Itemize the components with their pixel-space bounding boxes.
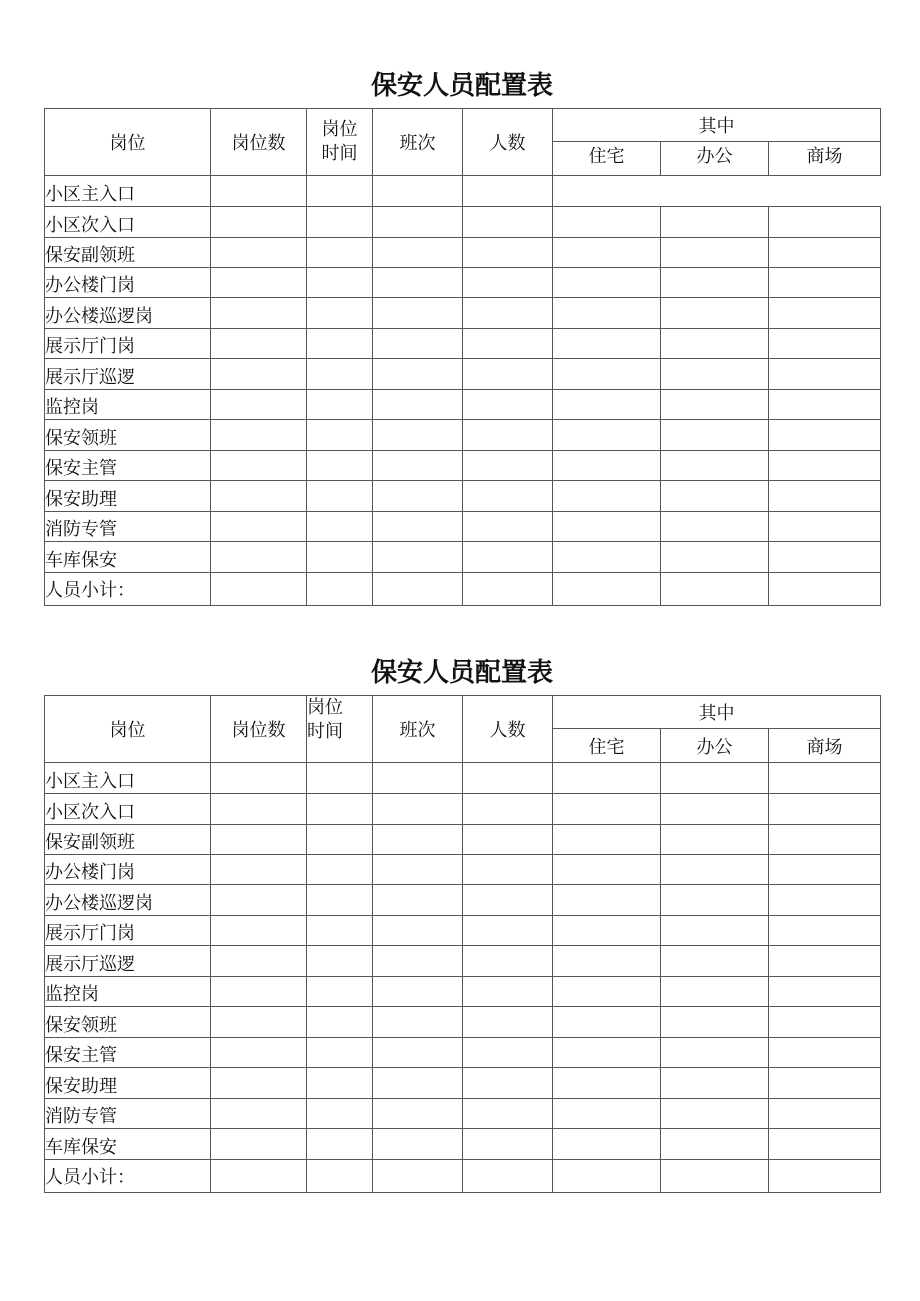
row-label: 保安助理 [45, 481, 211, 512]
table-cell[interactable] [211, 855, 307, 885]
table-cell[interactable] [211, 794, 307, 825]
row-label: 保安助理 [45, 1068, 211, 1099]
table-cell[interactable] [769, 885, 881, 916]
table-row [45, 1038, 881, 1068]
table-cell[interactable] [463, 946, 553, 977]
table-cell[interactable] [769, 390, 881, 420]
table-cell[interactable] [373, 481, 463, 512]
table-cell[interactable] [373, 1129, 463, 1160]
subtotal-cell[interactable] [373, 573, 463, 606]
table-cell[interactable] [661, 1099, 769, 1129]
table-cell[interactable] [373, 359, 463, 390]
table-cell[interactable] [553, 916, 661, 946]
table-cell[interactable] [553, 794, 661, 825]
row-label: 办公楼巡逻岗 [45, 885, 211, 916]
table-cell[interactable] [553, 542, 661, 573]
table-cell[interactable] [553, 1099, 661, 1129]
table-cell[interactable] [211, 916, 307, 946]
table-cell[interactable] [553, 885, 661, 916]
row-label: 保安主管 [45, 1038, 211, 1068]
row-label: 保安副领班 [45, 825, 211, 855]
table-cell[interactable] [661, 763, 769, 794]
table-cell[interactable] [553, 855, 661, 885]
table-body [45, 763, 881, 1193]
row-label: 小区次入口 [45, 207, 211, 238]
table-cell[interactable] [373, 207, 463, 238]
table-cell[interactable] [463, 207, 553, 238]
table-cell[interactable] [463, 481, 553, 512]
table-cell[interactable] [373, 946, 463, 977]
table-cell[interactable] [307, 1007, 373, 1038]
table-cell[interactable] [373, 825, 463, 855]
table-cell[interactable] [373, 763, 463, 794]
table-cell[interactable] [769, 1038, 881, 1068]
header-among: 其中 [553, 696, 881, 729]
subtotal-row [45, 573, 881, 606]
table-cell[interactable] [211, 1099, 307, 1129]
table-cell[interactable] [211, 825, 307, 855]
row-label: 办公楼门岗 [45, 268, 211, 298]
subtotal-cell[interactable] [661, 1160, 769, 1193]
table-cell[interactable] [553, 512, 661, 542]
table-row [45, 329, 881, 359]
table-cell[interactable] [769, 542, 881, 573]
table-row [45, 1068, 881, 1099]
table-cell[interactable] [307, 176, 373, 207]
table-row [45, 1007, 881, 1038]
table-cell[interactable] [463, 451, 553, 481]
subtotal-cell[interactable] [307, 1160, 373, 1193]
table-cell[interactable] [307, 298, 373, 329]
table-cell[interactable] [463, 390, 553, 420]
table-cell[interactable] [373, 977, 463, 1007]
table-cell[interactable] [769, 359, 881, 390]
header-post-time-line2: 时间 [321, 143, 358, 164]
table-row [45, 1129, 881, 1160]
row-label: 小区次入口 [45, 794, 211, 825]
header-residential: 住宅 [553, 729, 661, 763]
subtotal-cell[interactable] [769, 1160, 881, 1193]
header-post-time-line2: 时间 [307, 721, 343, 742]
table-cell[interactable] [211, 1038, 307, 1068]
row-label: 展示厅门岗 [45, 916, 211, 946]
subtotal-cell[interactable] [463, 1160, 553, 1193]
table-cell[interactable] [463, 825, 553, 855]
row-label: 保安主管 [45, 451, 211, 481]
table-cell[interactable] [211, 763, 307, 794]
table-cell[interactable] [661, 855, 769, 885]
table-cell[interactable] [463, 298, 553, 329]
table-cell[interactable] [373, 238, 463, 268]
table-cell[interactable] [307, 268, 373, 298]
table-row [45, 176, 881, 207]
table-cell[interactable] [373, 420, 463, 451]
table-cell[interactable] [307, 946, 373, 977]
table-cell[interactable] [307, 238, 373, 268]
table-cell[interactable] [463, 542, 553, 573]
header-post-count: 岗位数 [211, 109, 307, 176]
table-cell[interactable] [307, 916, 373, 946]
table-cell[interactable] [463, 855, 553, 885]
table-row [45, 268, 881, 298]
table-cell[interactable] [463, 1068, 553, 1099]
table-cell[interactable] [769, 298, 881, 329]
staffing-table [44, 108, 881, 606]
table-cell[interactable] [463, 916, 553, 946]
table-row [45, 481, 881, 512]
table-cell[interactable] [307, 1129, 373, 1160]
table-cell[interactable] [553, 1038, 661, 1068]
table-cell[interactable] [769, 794, 881, 825]
subtotal-cell[interactable] [661, 573, 769, 606]
row-label: 保安领班 [45, 420, 211, 451]
table-cell[interactable] [769, 238, 881, 268]
subtotal-cell[interactable] [307, 573, 373, 606]
table-cell[interactable] [373, 1099, 463, 1129]
table-cell[interactable] [553, 207, 661, 238]
table-cell[interactable] [307, 825, 373, 855]
table-cell[interactable] [211, 1129, 307, 1160]
table-cell[interactable] [661, 794, 769, 825]
table-cell[interactable] [211, 268, 307, 298]
header-post-time-line1: 岗位 [307, 697, 343, 718]
table-cell[interactable] [211, 390, 307, 420]
header-post: 岗位 [45, 109, 211, 176]
table-cell[interactable] [211, 238, 307, 268]
row-label: 监控岗 [45, 390, 211, 420]
table-cell[interactable] [373, 916, 463, 946]
subtotal-cell[interactable] [211, 1160, 307, 1193]
table-cell[interactable] [769, 329, 881, 359]
table-cell[interactable] [463, 977, 553, 1007]
table-cell[interactable] [769, 268, 881, 298]
table-cell[interactable] [307, 977, 373, 1007]
header-commercial: 商场 [769, 142, 881, 176]
table-row [45, 451, 881, 481]
table-cell[interactable] [463, 763, 553, 794]
header-post-time-line1: 岗位 [321, 119, 358, 140]
header-post-time [307, 109, 373, 176]
table-cell[interactable] [661, 390, 769, 420]
table-cell[interactable] [769, 420, 881, 451]
table-cell[interactable] [463, 176, 553, 207]
table-cell[interactable] [553, 390, 661, 420]
table-cell[interactable] [211, 359, 307, 390]
table-cell[interactable] [661, 825, 769, 855]
table-cell[interactable] [769, 977, 881, 1007]
row-label: 办公楼门岗 [45, 855, 211, 885]
row-label: 保安领班 [45, 1007, 211, 1038]
table-cell[interactable] [211, 420, 307, 451]
table-cell[interactable] [307, 1038, 373, 1068]
subtotal-label: 人员小计： [45, 573, 211, 606]
header-post: 岗位 [45, 696, 211, 763]
row-label: 小区主入口 [45, 176, 211, 207]
header-post-count: 岗位数 [211, 696, 307, 763]
table-cell[interactable] [769, 512, 881, 542]
table-row [45, 825, 881, 855]
table-row [45, 763, 881, 794]
row-label: 车库保安 [45, 542, 211, 573]
table-cell[interactable] [661, 481, 769, 512]
table-cell[interactable] [463, 268, 553, 298]
table-cell[interactable] [463, 359, 553, 390]
row-label: 小区主入口 [45, 763, 211, 794]
header-headcount: 人数 [463, 696, 553, 763]
row-label: 展示厅巡逻 [45, 946, 211, 977]
header-commercial: 商场 [769, 729, 881, 763]
table-cell[interactable] [463, 238, 553, 268]
table-cell[interactable] [769, 855, 881, 885]
table-cell[interactable] [553, 825, 661, 855]
table-cell[interactable] [307, 542, 373, 573]
table-row [45, 390, 881, 420]
table-cell[interactable] [211, 451, 307, 481]
table-cell[interactable] [211, 481, 307, 512]
table-cell[interactable] [307, 1068, 373, 1099]
table-cell[interactable] [661, 512, 769, 542]
table-row [45, 542, 881, 573]
table-cell[interactable] [373, 855, 463, 885]
table-cell[interactable] [373, 885, 463, 916]
table-cell[interactable] [553, 238, 661, 268]
header-post-time [307, 696, 373, 763]
table-cell[interactable] [769, 1129, 881, 1160]
table-cell[interactable] [373, 298, 463, 329]
subtotal-cell[interactable] [553, 573, 661, 606]
row-label: 办公楼巡逻岗 [45, 298, 211, 329]
table-cell[interactable] [463, 885, 553, 916]
table-cell[interactable] [307, 763, 373, 794]
row-label: 消防专管 [45, 512, 211, 542]
header-office: 办公 [661, 142, 769, 176]
header-shift: 班次 [373, 109, 463, 176]
table-cell[interactable] [769, 481, 881, 512]
table-body [45, 176, 881, 606]
table-cell[interactable] [661, 451, 769, 481]
table-cell[interactable] [307, 855, 373, 885]
table-cell[interactable] [211, 298, 307, 329]
table-cell[interactable] [211, 176, 307, 207]
table-row [45, 512, 881, 542]
table-cell[interactable] [661, 207, 769, 238]
subtotal-row [45, 1160, 881, 1193]
table-cell[interactable] [463, 420, 553, 451]
subtotal-cell[interactable] [463, 573, 553, 606]
row-label: 车库保安 [45, 1129, 211, 1160]
table-cell[interactable] [661, 329, 769, 359]
table-cell[interactable] [661, 1068, 769, 1099]
table-cell[interactable] [463, 1129, 553, 1160]
table-cell[interactable] [553, 1068, 661, 1099]
row-label: 展示厅门岗 [45, 329, 211, 359]
table-cell[interactable] [373, 268, 463, 298]
table-cell[interactable] [373, 451, 463, 481]
table-row [45, 207, 881, 238]
table-cell[interactable] [463, 794, 553, 825]
table-cell[interactable] [661, 420, 769, 451]
table-cell[interactable] [553, 1007, 661, 1038]
table-cell[interactable] [769, 207, 881, 238]
table-cell[interactable] [307, 1099, 373, 1129]
table-cell[interactable] [661, 268, 769, 298]
table-cell[interactable] [211, 207, 307, 238]
subtotal-cell[interactable] [211, 573, 307, 606]
table-cell[interactable] [373, 1068, 463, 1099]
subtotal-cell[interactable] [553, 1160, 661, 1193]
table-cell[interactable] [463, 1099, 553, 1129]
table-row [45, 420, 881, 451]
table-row [45, 885, 881, 916]
row-label: 保安副领班 [45, 238, 211, 268]
table-cell[interactable] [661, 238, 769, 268]
table-cell[interactable] [553, 359, 661, 390]
table-cell[interactable] [553, 481, 661, 512]
staffing-table [44, 695, 881, 1193]
row-label: 消防专管 [45, 1099, 211, 1129]
table-cell[interactable] [307, 329, 373, 359]
table-cell[interactable] [463, 1038, 553, 1068]
table-cell[interactable] [661, 542, 769, 573]
table-row [45, 946, 881, 977]
table-cell[interactable] [373, 390, 463, 420]
table-cell[interactable] [373, 329, 463, 359]
sheet-title: 保安人员配置表 [370, 71, 553, 101]
table-cell[interactable] [211, 542, 307, 573]
table-cell[interactable] [373, 176, 463, 207]
table-cell[interactable] [553, 329, 661, 359]
table-cell[interactable] [211, 977, 307, 1007]
table-cell[interactable] [553, 977, 661, 1007]
table-cell[interactable] [307, 451, 373, 481]
header-headcount: 人数 [463, 109, 553, 176]
header-residential: 住宅 [553, 142, 661, 176]
subtotal-label: 人员小计： [45, 1160, 211, 1193]
table-row [45, 977, 881, 1007]
table-cell[interactable] [661, 977, 769, 1007]
table-cell[interactable] [307, 420, 373, 451]
table-row [45, 855, 881, 885]
table-cell[interactable] [307, 885, 373, 916]
table-cell[interactable] [211, 512, 307, 542]
table-row [45, 794, 881, 825]
table-cell[interactable] [307, 512, 373, 542]
table-row [45, 1099, 881, 1129]
table-cell[interactable] [769, 916, 881, 946]
table-cell[interactable] [211, 329, 307, 359]
header-office: 办公 [661, 729, 769, 763]
subtotal-cell[interactable] [373, 1160, 463, 1193]
table-cell[interactable] [553, 451, 661, 481]
table-cell[interactable] [769, 1007, 881, 1038]
table-cell[interactable] [769, 451, 881, 481]
table-cell[interactable] [553, 420, 661, 451]
table-cell[interactable] [211, 1068, 307, 1099]
subtotal-cell[interactable] [769, 573, 881, 606]
table-cell[interactable] [661, 298, 769, 329]
table-row [45, 359, 881, 390]
row-label: 监控岗 [45, 977, 211, 1007]
table-cell[interactable] [307, 207, 373, 238]
table-cell[interactable] [373, 512, 463, 542]
table-cell[interactable] [211, 946, 307, 977]
table-cell[interactable] [373, 1038, 463, 1068]
table-cell[interactable] [553, 298, 661, 329]
table-cell[interactable] [463, 329, 553, 359]
table-cell[interactable] [463, 1007, 553, 1038]
staffing-sheet-2 [44, 651, 880, 1193]
table-cell[interactable] [769, 825, 881, 855]
header-among: 其中 [553, 109, 881, 142]
table-cell[interactable] [661, 1038, 769, 1068]
table-cell[interactable] [553, 946, 661, 977]
table-cell[interactable] [661, 946, 769, 977]
table-cell[interactable] [373, 794, 463, 825]
table-cell[interactable] [661, 916, 769, 946]
table-cell[interactable] [661, 359, 769, 390]
table-cell[interactable] [769, 1068, 881, 1099]
table-cell[interactable] [211, 1007, 307, 1038]
table-cell[interactable] [769, 763, 881, 794]
table-cell[interactable] [211, 885, 307, 916]
table-cell[interactable] [307, 481, 373, 512]
table-cell[interactable] [661, 1007, 769, 1038]
table-cell[interactable] [553, 268, 661, 298]
table-cell[interactable] [463, 512, 553, 542]
table-cell[interactable] [307, 794, 373, 825]
table-row [45, 298, 881, 329]
table-cell[interactable] [373, 1007, 463, 1038]
sheet-title: 保安人员配置表 [370, 658, 553, 688]
staffing-sheet-1 [44, 64, 880, 606]
table-cell[interactable] [553, 1129, 661, 1160]
row-label: 展示厅巡逻 [45, 359, 211, 390]
table-cell[interactable] [661, 885, 769, 916]
table-row [45, 238, 881, 268]
header-shift: 班次 [373, 696, 463, 763]
table-cell[interactable] [307, 390, 373, 420]
table-cell[interactable] [373, 542, 463, 573]
table-row [45, 916, 881, 946]
table-cell[interactable] [661, 1129, 769, 1160]
table-cell[interactable] [769, 946, 881, 977]
table-cell[interactable] [553, 763, 661, 794]
table-cell[interactable] [307, 359, 373, 390]
table-cell[interactable] [769, 1099, 881, 1129]
